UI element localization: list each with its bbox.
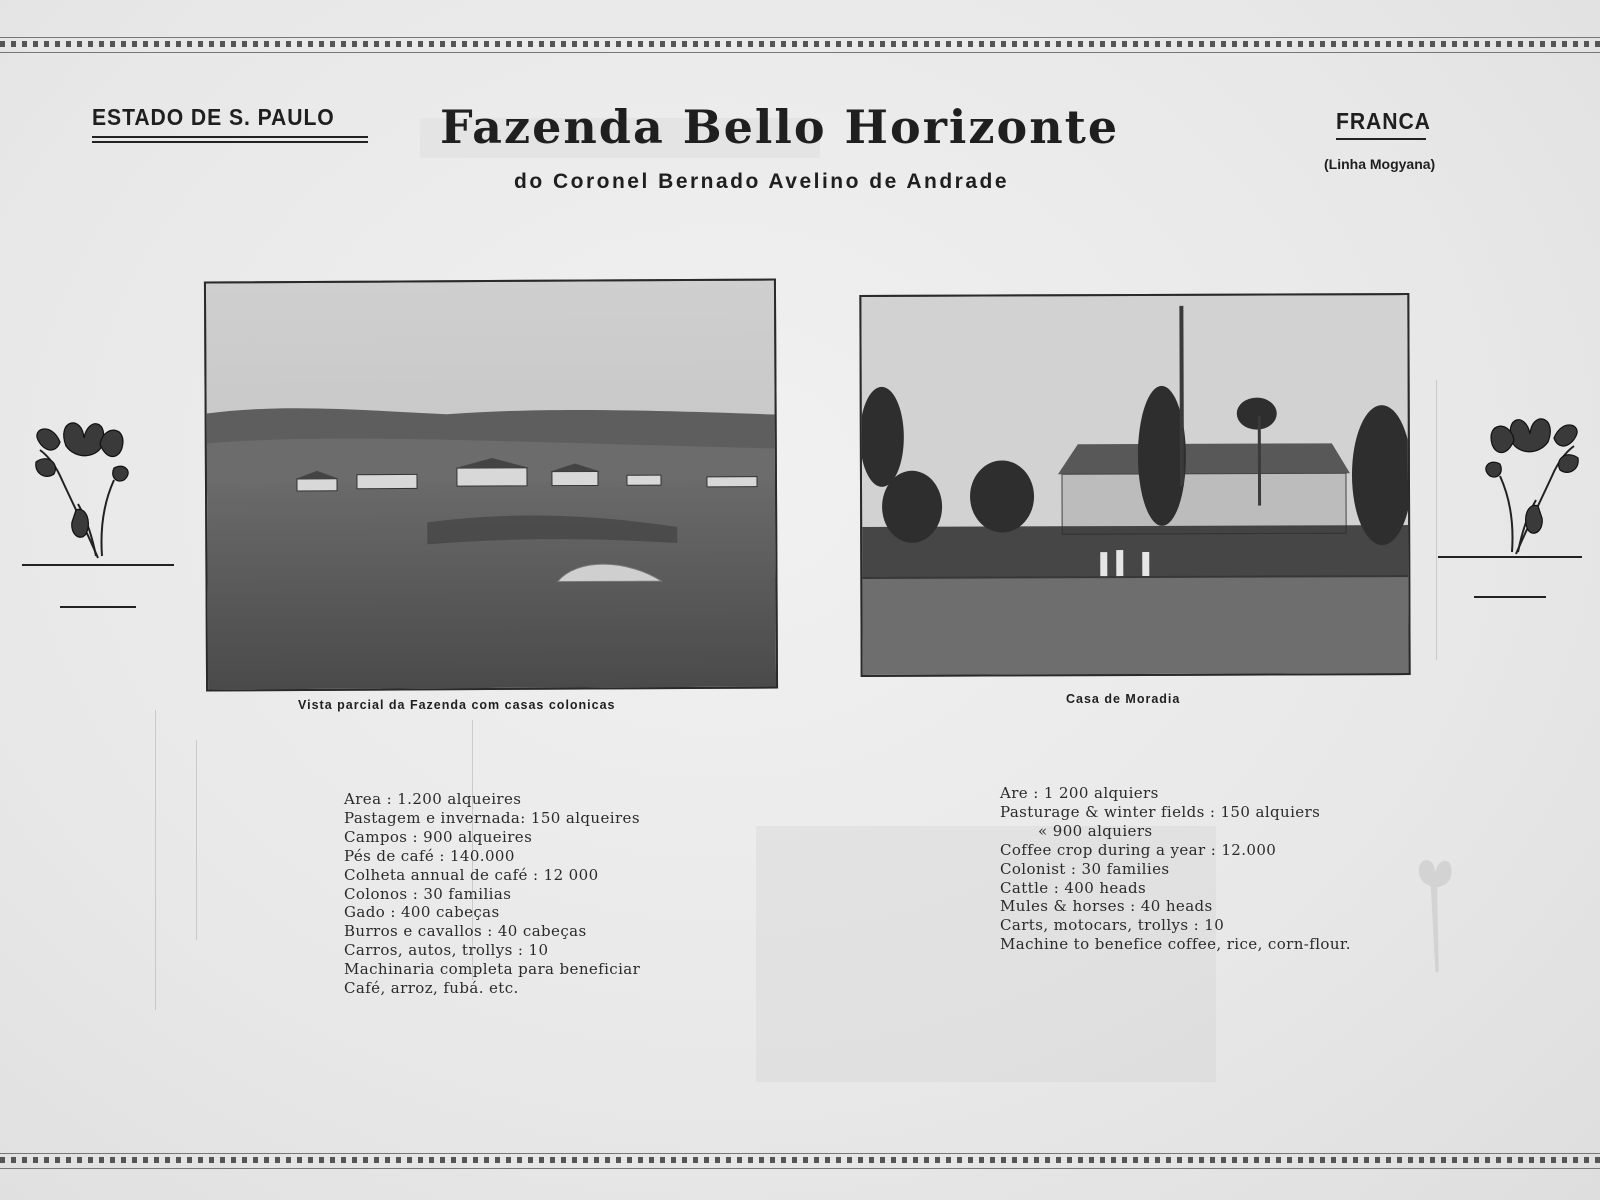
bottom-border-strip: [0, 1152, 1600, 1170]
floral-ornament-icon: [26, 410, 136, 570]
detail-line: Colonos : 30 familias: [344, 884, 512, 903]
ornament-rule-short: [1474, 596, 1546, 598]
detail-line: Are : 1 200 alquiers: [1000, 784, 1159, 802]
detail-line: Carros, autos, trollys : 10: [344, 941, 549, 960]
farm-title: Fazenda Bello Horizonte: [440, 100, 1120, 154]
detail-line: Coffee crop during a year : 12.000: [1000, 840, 1277, 859]
farm-panorama-photo: [204, 279, 778, 692]
detail-line: Machinaria completa para beneficiar: [344, 960, 641, 979]
detail-line: Pastagem e invernada: 150 alqueires: [344, 808, 640, 827]
paper-scratch: [155, 710, 156, 1010]
state-underline: [92, 136, 368, 138]
detail-line: Pasturage & winter fields : 150 alquiers: [1000, 802, 1321, 821]
farm-details-english: [1000, 784, 1351, 954]
residence-caption: Casa de Moradia: [1066, 692, 1181, 706]
detail-line: Area : 1.200 alqueires: [344, 790, 522, 808]
floral-ornament-icon: [1478, 406, 1588, 566]
detail-line: Pés de café : 140.000: [344, 846, 515, 865]
bleed-through-ornament-icon: [1388, 840, 1478, 990]
city-label: FRANCA: [1336, 108, 1431, 134]
detail-line: Campos : 900 alqueires: [344, 827, 533, 846]
farm-details-portuguese: [344, 790, 640, 998]
state-underline-secondary: [92, 141, 368, 143]
detail-line: Gado : 400 cabeças: [344, 903, 500, 922]
paper-scratch: [1436, 380, 1437, 660]
ornament-rule: [1438, 556, 1582, 558]
detail-line: Café, arroz, fubá. etc.: [344, 979, 519, 998]
city-underline: [1336, 138, 1426, 140]
owner-subtitle: do Coronel Bernado Avelino de Andrade: [514, 170, 1010, 193]
state-label: ESTADO DE S. PAULO: [92, 104, 335, 130]
detail-line: Machine to benefice coffee, rice, corn-flour.: [1000, 935, 1351, 954]
detail-line: Mules & horses : 40 heads: [1000, 897, 1213, 916]
ornament-rule: [22, 564, 174, 566]
ornament-rule-short: [60, 606, 136, 608]
detail-line: « 900 alquiers: [1038, 821, 1153, 840]
detail-line: Burros e cavallos : 40 cabeças: [344, 922, 587, 941]
residence-photo: [859, 293, 1410, 677]
paper-scratch: [196, 740, 197, 940]
detail-line: Colonist : 30 families: [1000, 859, 1170, 878]
detail-line: Carts, motocars, trollys : 10: [1000, 916, 1225, 935]
top-border-strip: [0, 36, 1600, 54]
railway-label: (Linha Mogyana): [1324, 156, 1436, 172]
detail-line: Cattle : 400 heads: [1000, 878, 1147, 897]
panorama-caption: Vista parcial da Fazenda com casas colonicas: [298, 698, 616, 712]
detail-line: Colheta annual de café : 12 000: [344, 865, 599, 884]
